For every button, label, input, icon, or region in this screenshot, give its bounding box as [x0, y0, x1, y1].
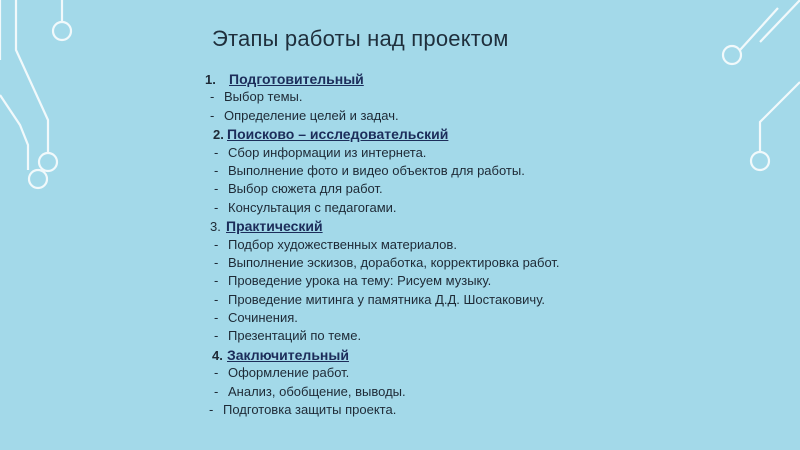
list-item: - Презентаций по теме.	[205, 327, 725, 345]
list-item: - Сбор информации из интернета.	[205, 144, 725, 162]
dash-marker: -	[214, 236, 219, 252]
list-item: - Консультация с педагогами.	[205, 199, 725, 217]
section-number: 2.	[213, 127, 224, 143]
dash-marker: -	[214, 273, 219, 289]
circuit-line-right-3	[760, 82, 800, 152]
section-heading	[205, 125, 725, 143]
dash-marker: -	[214, 199, 219, 215]
circuit-node-left-3	[29, 170, 47, 188]
list-item: - Выбор темы.	[205, 88, 725, 106]
section-title: Подготовительный	[229, 71, 364, 87]
dash-marker: -	[214, 383, 219, 399]
circuit-node-right-1	[723, 46, 741, 64]
section-number: 4.	[212, 347, 223, 363]
list-item: - Сочинения.	[205, 309, 725, 327]
dash-marker: -	[214, 162, 219, 178]
section-number: 3.	[210, 219, 221, 235]
section-number: 1.	[205, 72, 216, 87]
dash-marker: -	[210, 107, 215, 123]
list-item: - Подготовка защиты проекта.	[205, 401, 725, 419]
list-item: - Определение целей и задач.	[205, 107, 725, 125]
dash-marker: -	[214, 254, 219, 270]
dash-marker: -	[210, 89, 215, 105]
section-heading	[205, 346, 725, 364]
section-heading	[205, 217, 725, 235]
list-item: - Проведение митинга у памятника Д.Д. Шостаковичу.	[205, 291, 725, 309]
circuit-node-left-2	[53, 22, 71, 40]
list-item: - Выполнение фото и видео объектов для работы.	[205, 162, 725, 180]
dash-marker: -	[214, 310, 219, 326]
stages-list	[205, 70, 725, 419]
dash-marker: -	[214, 144, 219, 160]
circuit-line-left-4	[0, 95, 28, 170]
list-item: - Выбор сюжета для работ.	[205, 180, 725, 198]
section-title: Практический	[226, 218, 323, 235]
slide-title: Этапы работы над проектом	[212, 26, 509, 51]
list-item: - Анализ, обобщение, выводы.	[205, 383, 725, 401]
list-item: - Выполнение эскизов, доработка, корректировка работ.	[205, 254, 725, 272]
section-title: Заключительный	[227, 346, 349, 363]
circuit-node-left-1	[39, 153, 57, 171]
list-item: - Оформление работ.	[205, 364, 725, 382]
list-item: - Проведение урока на тему: Рисуем музыку.	[205, 272, 725, 290]
section-heading	[205, 70, 725, 88]
list-item: - Подбор художественных материалов.	[205, 236, 725, 254]
circuit-node-right-2	[751, 152, 769, 170]
dash-marker: -	[214, 291, 219, 307]
dash-marker: -	[214, 328, 219, 344]
dash-marker: -	[214, 365, 219, 381]
section-title: Поисково – исследовательский	[227, 126, 449, 143]
dash-marker: -	[214, 181, 219, 197]
dash-marker: -	[209, 402, 214, 418]
